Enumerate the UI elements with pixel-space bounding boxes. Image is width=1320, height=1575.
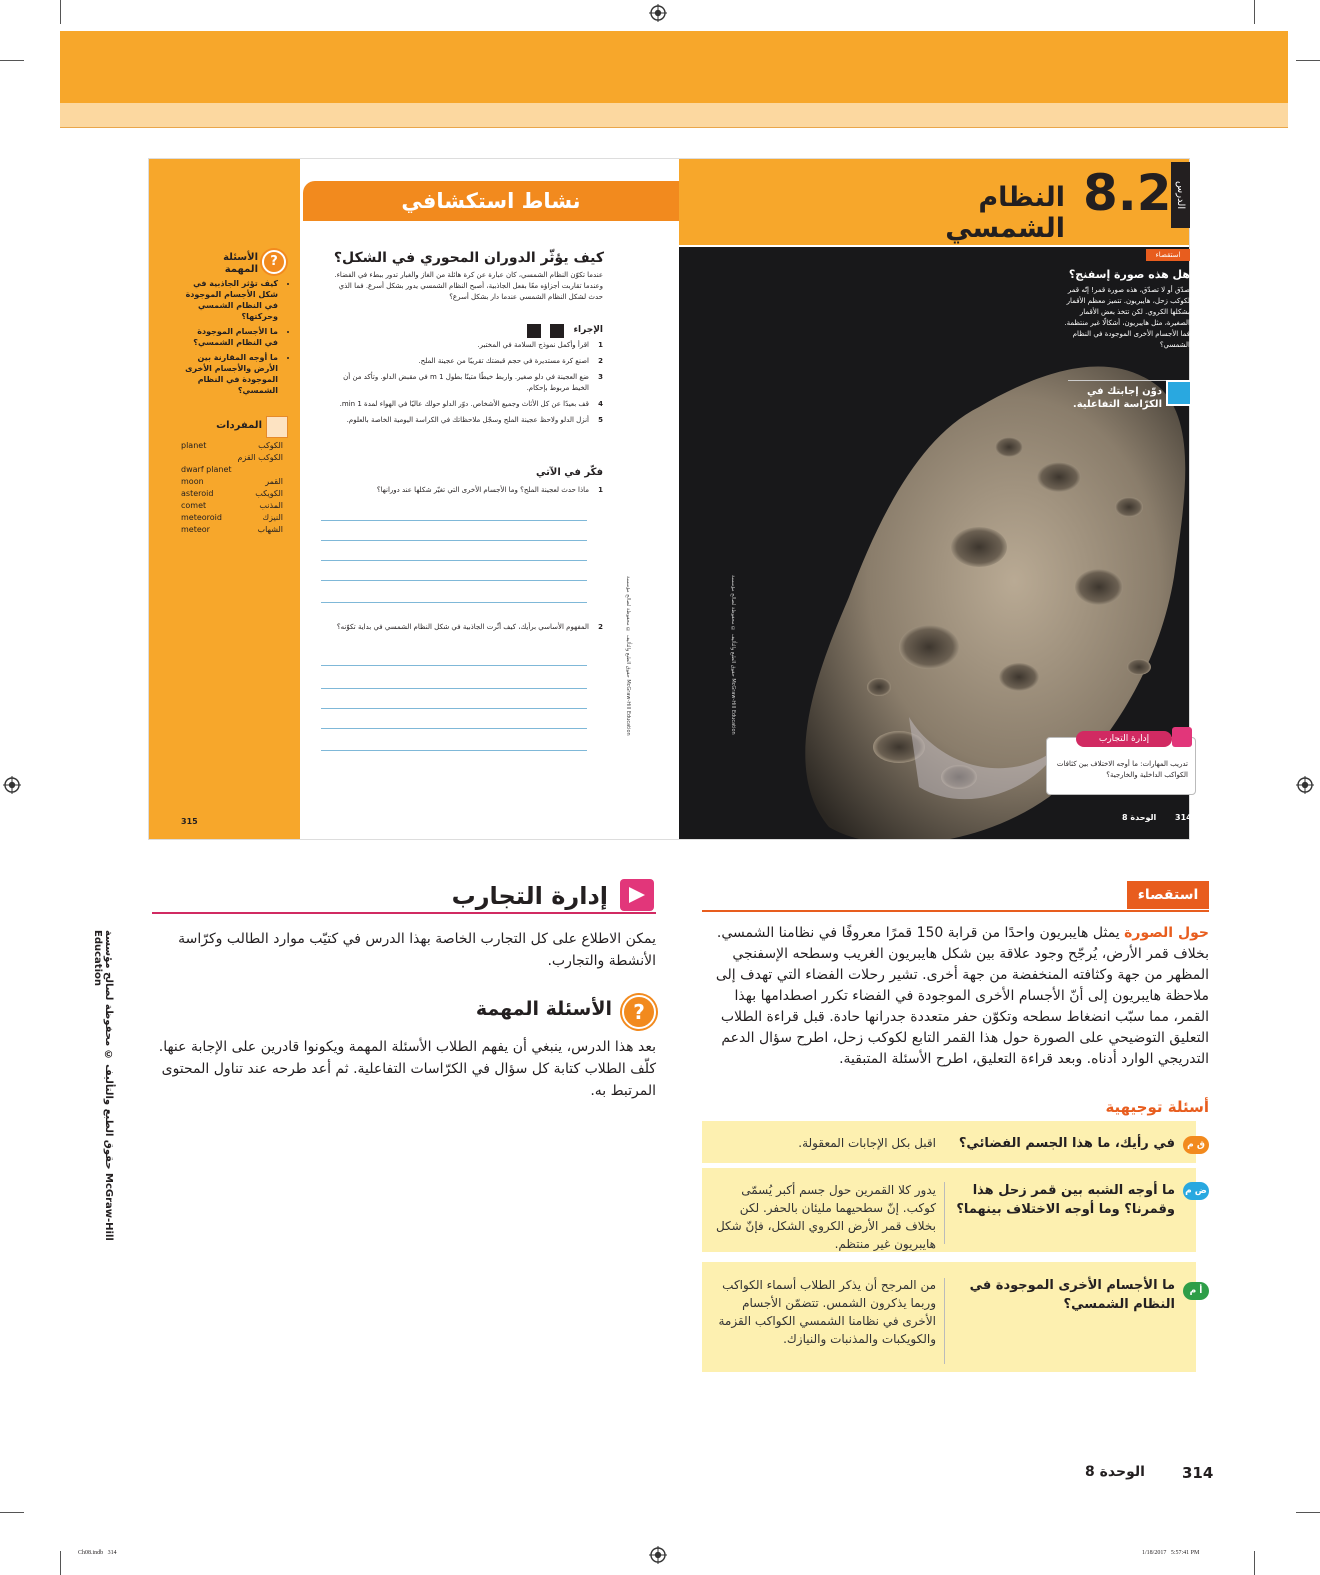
registration-mark-top xyxy=(649,4,667,22)
guiding-answer: اقبل بكل الإجابات المعقولة. xyxy=(798,1136,936,1150)
step-row: 5 أنزل الدلو ولاحظ عجينة الملح وسجّل ملاحظاتك في الكراسة اليومية الخاصة بالعلوم. xyxy=(325,415,603,426)
vocabulary-list xyxy=(181,440,283,536)
lesson-number: 8.2 xyxy=(1083,164,1172,222)
teacher-inquiry-tag: استقصاء xyxy=(1127,881,1209,909)
inquiry-text: صدّق أو لا تصدّق، هذه صورة قمر! إنّه قمر لكوكب زحل، هايبريون. تتميز معظم الأقمار بشكلها الكروي. لكن تتخذ بعض الأقمار الصغيرة، مثل هايبريون، أشكالًا غير منتظمة. فما الأجسام الأخرى الموجودة في النظام الشمسي؟ xyxy=(1064,286,1190,349)
lesson-tab: الدرس xyxy=(1171,162,1190,228)
top-banner xyxy=(60,31,1288,103)
photo-vertical-credit: حقوق الطبع والتأليف © محفوظة لصالح مؤسسة McGraw-Hill Education xyxy=(730,575,736,735)
lab-text: تدريب المهارات: ما أوجه الاختلاف بين كثافات الكواكب الداخلية والخارجية؟ xyxy=(1056,760,1188,779)
lesson-footer-unit: الوحدة 8 xyxy=(1122,813,1157,822)
essential-questions-title: الأسئلة المهمة xyxy=(223,252,258,275)
essential-item: • ما الأجسام الموجودة في النظام الشمسي؟ xyxy=(182,326,278,348)
question-icon: ? xyxy=(622,995,656,1029)
step-text: أنزل الدلو ولاحظ عجينة الملح وسجّل ملاحظاتك في الكراسة اليومية الخاصة بالعلوم. xyxy=(346,416,589,424)
about-photo-label: حول الصورة xyxy=(1124,925,1209,941)
answer-line[interactable] xyxy=(321,728,587,729)
teacher-essential-text: بعد هذا الدرس، ينبغي أن يفهم الطلاب الأسئلة المهمة ويكونوا قادرين على الإجابة عنها. كلّف الطلاب كتابة كل سؤال في الكرّاسات التفاعلية. ثم أعد طرحه عند تناول المحتوى المرتبط به. xyxy=(158,1039,656,1099)
lab-flag-icon xyxy=(1172,727,1192,747)
essential-item: • كيف تؤثر الجاذبية في شكل الأجسام الموجودة في النظام الشمسي وحركتها؟ xyxy=(182,278,278,322)
vocab-row: meteor الشهاب xyxy=(181,525,283,534)
vocab-row: moon القمر xyxy=(181,477,283,486)
answer-divider xyxy=(944,1182,945,1244)
inquiry-tag: استقصاء xyxy=(1146,249,1190,261)
vocab-row: الكوكب القزم xyxy=(237,453,283,462)
inquiry-title: هل هذه صورة إسفنج؟ xyxy=(1068,268,1190,281)
guiding-questions-label: أسئلة توجيهية xyxy=(1105,1098,1209,1116)
step-text: اصنع كرة مستديرة في حجم قبضتك تقريبًا من عجينة الملح. xyxy=(418,357,589,365)
answer-line[interactable] xyxy=(321,750,587,751)
notebook-icon xyxy=(1166,380,1192,406)
answer-line[interactable] xyxy=(321,688,587,689)
think-label: فكّر في الآتي xyxy=(536,467,603,478)
registration-mark-left xyxy=(3,776,21,794)
activity-vertical-credit: حقوق الطبع والتأليف © محفوظة لصالح مؤسسة McGraw-Hill Education xyxy=(625,576,631,736)
activity-intro: عندما تكوّن النظام الشمسي، كان عبارة عن كرة هائلة من الغاز والغبار تدور ببطء في الفضاء. وعندما تقاربت أجزاؤه معًا بفعل الجاذبية، أصبح النظام الشمسي يدور بشكل أسرع. فما الذي حدث لشكل النظام الشمسي عندما دار بشكل أسرع؟ xyxy=(334,271,603,301)
procedure-steps xyxy=(325,340,603,426)
answer-line[interactable] xyxy=(321,560,587,561)
footer-page: 314 xyxy=(1182,1464,1214,1482)
vocab-row: comet المذنب xyxy=(181,501,283,510)
lesson-title: النظام الشمسي xyxy=(945,182,1065,244)
lab-management-icon xyxy=(620,879,654,911)
guiding-question: ما الأجسام الأخرى الموجودة في النظام الشمسي؟ xyxy=(969,1278,1175,1312)
left-page-number: 315 xyxy=(181,817,198,826)
about-photo xyxy=(702,923,1209,1070)
lab-management-text: يمكن الاطلاع على كل التجارب الخاصة بهذا الدرس في كتيّب موارد الطالب وكرّاسة الأنشطة والتجارب. xyxy=(178,931,656,969)
step-row: 2 اصنع كرة مستديرة في حجم قبضتك تقريبًا من عجينة الملح. xyxy=(325,356,603,367)
guiding-answer: يدور كلا القمرين حول جسم أكبر يُسمّى كوكب. إنّ سطحيهما مليئان بالحفر. لكن بخلاف قمر الأرض الكروي الشكل، فإنّ شكل هايبريون غير منتظم. xyxy=(715,1183,936,1251)
step-text: ضع العجينة في دلو صغير. واربط خيطًا متينًا بطول 1 m في مقبض الدلو. وتأكد من أن الخيط مربوط بإحكام. xyxy=(343,373,589,392)
vocab-row: meteoroid النيزك xyxy=(181,513,283,522)
vocab-row: planet الكوكب xyxy=(181,441,283,450)
footer-unit: الوحدة 8 xyxy=(1085,1464,1145,1480)
slug-date: 1/18/2017 5:57:41 PM xyxy=(1142,1550,1200,1556)
registration-mark-right xyxy=(1296,776,1314,794)
step-row: 3 ضع العجينة في دلو صغير. واربط خيطًا متينًا بطول 1 m في مقبض الدلو. وتأكد من أن الخيط مربوط بإحكام. xyxy=(325,372,603,394)
write-note: دوّن إجابتك في الكرّاسة التفاعلية. xyxy=(1072,386,1162,410)
activity-header: نشاط استكشافي xyxy=(303,181,679,221)
vocabulary-icon xyxy=(266,416,288,438)
answer-line[interactable] xyxy=(321,540,587,541)
level-badge: ق م xyxy=(1183,1136,1209,1154)
step-text: قف بعيدًا عن كل الأثاث وجميع الأشخاص. دوّر الدلو حولك عاليًا في الهواء لمدة 1 min. xyxy=(339,400,589,408)
slug-file: Ch08.indb 314 xyxy=(78,1550,117,1556)
lesson-footer-page: 314 xyxy=(1175,813,1192,822)
answer-line[interactable] xyxy=(321,665,587,666)
vocab-row: asteroid الكويكب xyxy=(181,489,283,498)
guiding-answer: من المرجح أن يذكر الطلاب أسماء الكواكب وربما يذكرون الشمس. تتضمّن الأجسام الأخرى في نظامنا الشمسي الكواكب القزمة والكويكبات والمذنبات والنيازك. xyxy=(718,1278,936,1346)
lab-management-rule xyxy=(152,912,656,914)
goggles-icon xyxy=(527,324,541,338)
step-row: 4 قف بعيدًا عن كل الأثاث وجميع الأشخاص. دوّر الدلو حولك عاليًا في الهواء لمدة 1 min. xyxy=(325,399,603,410)
teacher-inquiry-rule xyxy=(702,910,1209,912)
answer-line[interactable] xyxy=(321,520,587,521)
guiding-question: في رأيك، ما هذا الجسم الفضائي؟ xyxy=(958,1136,1175,1151)
top-strip xyxy=(60,103,1288,128)
guiding-question: ما أوجه الشبه بين قمر زحل هذا وقمرنا؟ وما أوجه الاختلاف بينهما؟ xyxy=(956,1183,1175,1217)
registration-mark-bottom xyxy=(649,1546,667,1564)
level-badge: أ م xyxy=(1183,1282,1209,1300)
vocab-row: dwarf planet xyxy=(181,465,232,474)
answer-line[interactable] xyxy=(321,708,587,709)
lab-management-title: إدارة التجارب xyxy=(451,882,608,910)
essential-item: • ما أوجه المقارنة بين الأرض والأجسام الأخرى الموجودة في النظام الشمسي؟ xyxy=(182,352,278,396)
essential-questions-list xyxy=(182,278,286,396)
vocabulary-title: المفردات xyxy=(216,420,262,431)
step-text: اقرأ وأكمل نموذج السلامة في المختبر. xyxy=(477,341,589,349)
think-q2: 2 المفهوم الأساسي برأيك، كيف أثّرت الجاذبية في شكل النظام الشمسي في بداية تكوّنه؟ xyxy=(336,623,603,631)
teacher-essential-title: الأسئلة المهمة xyxy=(475,998,612,1020)
side-credit: حقوق الطبع والتأليف © محفوظة لصالح مؤسسة McGraw-Hill Education xyxy=(92,930,114,1241)
activity-title: كيف يؤثّر الدوران المحوري في الشكل؟ xyxy=(333,250,604,266)
step-row: 1 اقرأ وأكمل نموذج السلامة في المختبر. xyxy=(325,340,603,351)
answer-line[interactable] xyxy=(321,602,587,603)
think-q1: 1 ماذا حدث لعجينة الملح؟ وما الأجسام الأخرى التي تغيّر شكلها عند دورانها؟ xyxy=(376,486,603,494)
answer-line[interactable] xyxy=(321,580,587,581)
level-badge: ض م xyxy=(1183,1182,1209,1200)
about-photo-text: يمثل هايبريون واحدًا من قرابة 150 قمرًا معروفًا في نظامنا الشمسي. بخلاف قمر الأرض، يُرجّح وجود علاقة بين شكل هايبريون الغريب وسطحه الإسفنجي المظهر من جهة وكثافته المنخفضة من جهة أخرى. تشير رحلات الفضاء التي تهدف إلى ملاحظة هايبريون إلى أنّ الأجسام الأخرى الموجودة في الفضاء تكرر اصطدامها بهذا القمر، مما سبّب انضغاط سطحه وتكوّن حفر متعددة جدرانها حادة. قبل قراءة الطلاب التعليق التوضيحي على الصورة حول هذا القمر التابع لكوكب زحل، اطرح سؤال الدعم التدريجي الوارد أدناه. وبعد قراءة التعليق، اطرح الأسئلة المتبقية. xyxy=(715,925,1209,1067)
lab-tag: إدارة التجارب xyxy=(1076,731,1172,747)
procedure-label: الإجراء xyxy=(573,325,603,335)
answer-divider xyxy=(944,1278,945,1364)
question-icon: ? xyxy=(262,250,286,274)
